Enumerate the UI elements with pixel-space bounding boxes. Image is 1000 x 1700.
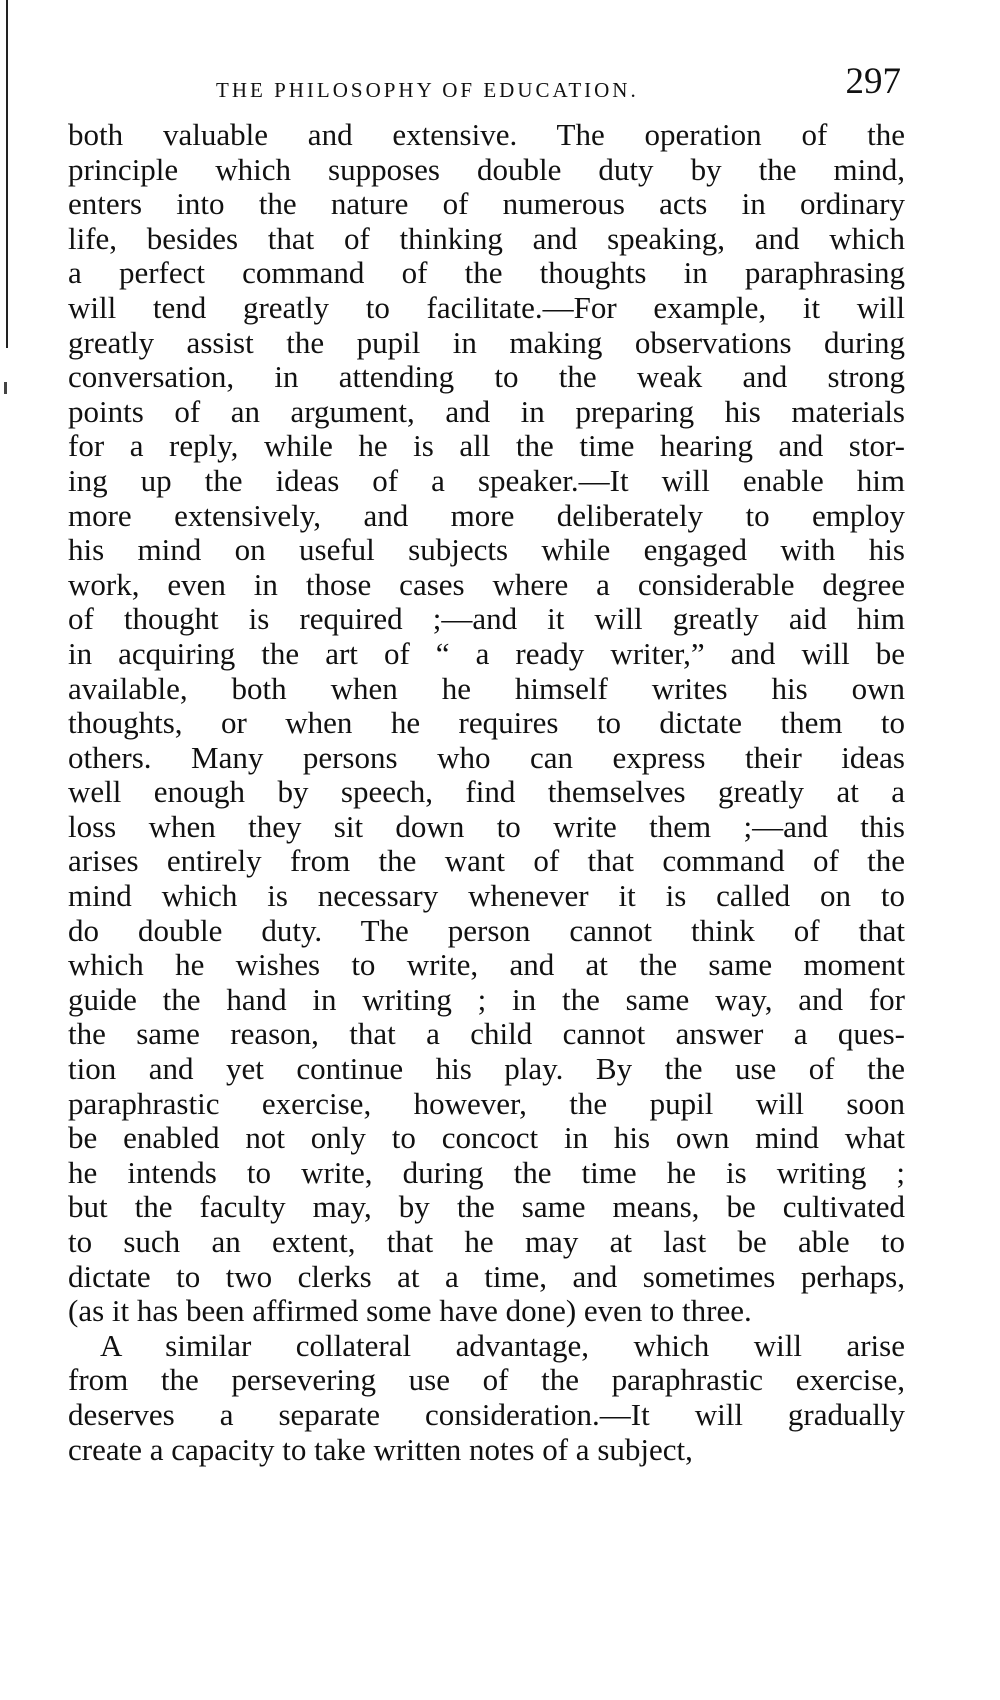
book-page bbox=[68, 60, 905, 1467]
text-line: which he wishes to write, and at the same moment bbox=[68, 947, 905, 983]
text-line: be enabled not only to concoct in his own mind what bbox=[68, 1120, 905, 1156]
text-line: ing up the ideas of a speaker.—It will enable him bbox=[68, 462, 905, 498]
text-line: paraphrastic exercise, however, the pupil will soon bbox=[68, 1085, 905, 1121]
text-line: (as it has been affirmed some have done) even to three. bbox=[68, 1293, 752, 1329]
text-line: for a reply, while he is all the time hearing and stor- bbox=[68, 428, 905, 464]
text-line: of thought is required ;—and it will greatly aid him bbox=[68, 601, 905, 637]
paragraph-1 bbox=[68, 118, 905, 1329]
text-line: a perfect command of the thoughts in paraphrasing bbox=[68, 255, 905, 291]
text-line: work, even in those cases where a considerable degree bbox=[68, 566, 905, 602]
text-line: points of an argument, and in preparing his materials bbox=[68, 393, 905, 429]
text-line: conversation, in attending to the weak and strong bbox=[68, 359, 905, 395]
left-margin-mark bbox=[4, 382, 7, 394]
page-number: 297 bbox=[845, 61, 901, 102]
text-line: thoughts, or when he requires to dictate them to bbox=[68, 705, 905, 741]
text-line: greatly assist the pupil in making observations during bbox=[68, 324, 905, 360]
text-line: tion and yet continue his play. By the use of the bbox=[68, 1051, 905, 1087]
text-line: life, besides that of thinking and speaking, and which bbox=[68, 220, 905, 256]
text-line: deserves a separate consideration.—It will gradually bbox=[68, 1396, 905, 1432]
page-header bbox=[68, 60, 905, 112]
text-line: he intends to write, during the time he is writing ; bbox=[68, 1154, 905, 1190]
text-line: well enough by speech, find themselves greatly at a bbox=[68, 774, 905, 810]
text-line: in acquiring the art of “ a ready writer,” and will be bbox=[68, 635, 905, 671]
text-line: mind which is necessary whenever it is called on to bbox=[68, 878, 905, 914]
text-line: do double duty. The person cannot think of that bbox=[68, 912, 905, 948]
running-head: THE PHILOSOPHY OF EDUCATION. bbox=[216, 78, 639, 102]
text-line: enters into the nature of numerous acts in ordinary bbox=[68, 186, 905, 222]
left-margin-rule bbox=[6, 0, 8, 348]
text-line: to such an extent, that he may at last be able to bbox=[68, 1224, 905, 1259]
text-line: will tend greatly to facilitate.—For example, it will bbox=[68, 289, 905, 325]
text-line: guide the hand in writing ; in the same way, and for bbox=[68, 981, 905, 1017]
text-line: both valuable and extensive. The operation of the bbox=[68, 117, 905, 152]
text-line: A similar collateral advantage, which will arise bbox=[100, 1327, 905, 1363]
text-line: more extensively, and more deliberately to employ bbox=[68, 497, 905, 533]
text-line: but the faculty may, by the same means, be cultivated bbox=[68, 1189, 905, 1225]
text-line: available, both when he himself writes his own bbox=[68, 670, 905, 706]
text-line: create a capacity to take written notes of a subject, bbox=[68, 1431, 693, 1467]
text-line: dictate to two clerks at a time, and sometimes perhaps, bbox=[68, 1258, 905, 1294]
text-line: the same reason, that a child cannot answer a ques- bbox=[68, 1016, 905, 1052]
text-line: loss when they sit down to write them ;—and this bbox=[68, 808, 905, 844]
body-text bbox=[68, 118, 905, 1467]
text-line: others. Many persons who can express their ideas bbox=[68, 739, 905, 775]
text-line: his mind on useful subjects while engaged with his bbox=[68, 532, 905, 568]
paragraph-2 bbox=[68, 1329, 905, 1467]
text-line: from the persevering use of the paraphrastic exercise, bbox=[68, 1362, 905, 1398]
text-line: principle which supposes double duty by the mind, bbox=[68, 151, 905, 187]
text-line: arises entirely from the want of that command of the bbox=[68, 843, 905, 879]
